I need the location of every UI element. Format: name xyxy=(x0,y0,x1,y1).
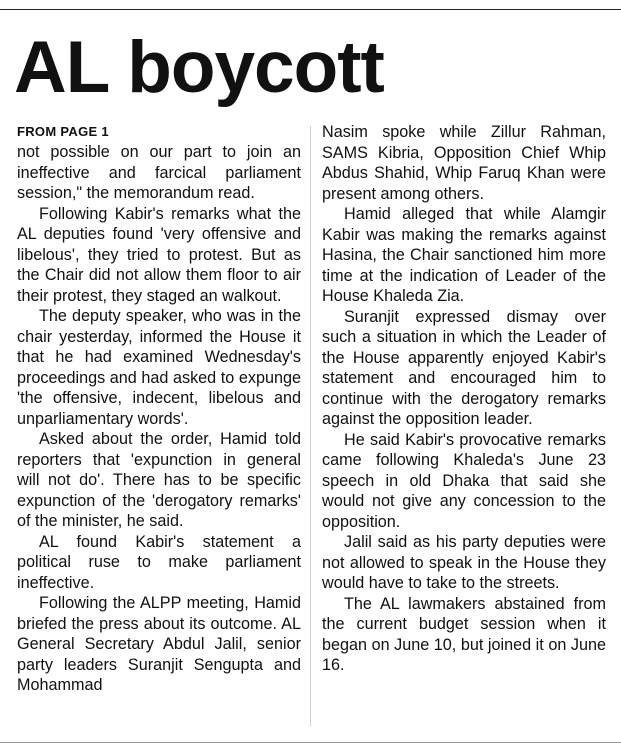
article-column-right xyxy=(322,122,606,676)
clip-bottom-edge xyxy=(0,742,621,743)
jump-label: FROM PAGE 1 xyxy=(17,124,109,139)
paragraph: The deputy speaker, who was in the chair yesterday, informed the House it that he had examined Wednesday's proceedings and had asked to expunge 'the offensive, indecent, libelous and unparliamentary words'. xyxy=(17,307,301,428)
paragraph: Following Kabir's remarks what the AL deputies found 'very offensive and libelous', they tried to protest. But as the Chair did not allow them floor to air their protest, they staged an walkout. xyxy=(17,204,301,305)
paragraph: Suranjit expressed dismay over such a situation in which the Leader of the House apparently enjoyed Kabir's statement and encouraged him to continue with the derogatory remarks against the opposition leader. xyxy=(322,307,606,428)
paragraph: not possible on our part to join an ineffective and farcical parliament session," the memorandum read. xyxy=(17,143,301,202)
paragraph: He said Kabir's provocative remarks came following Khaleda's June 23 speech in old Dhaka that said she would not give any concession to the opposition. xyxy=(322,430,606,531)
paragraph: Following the ALPP meeting, Hamid briefed the press about its outcome. AL General Secretary Abdul Jalil, senior party leaders Suranjit Sengupta and Mohammad xyxy=(17,594,301,694)
paragraph: The AL lawmakers abstained from the current budget session when it began on June 10, but joined it on June 16. xyxy=(322,594,606,674)
paragraph: Hamid alleged that while Alamgir Kabir was making the remarks against Hasina, the Chair sanctioned him more time at the indication of Leader of the House Khaleda Zia. xyxy=(322,205,606,305)
paragraph: Nasim spoke while Zillur Rahman, SAMS Kibria, Opposition Chief Whip Abdus Shahid, Whip Faruq Khan were present among others. xyxy=(322,123,606,203)
paragraph: Asked about the order, Hamid told reporters that 'expunction in general will not do'. There has to be specific expunction of the 'derogatory remarks' of the minister, he said. xyxy=(17,430,301,530)
paragraph: AL found Kabir's statement a political ruse to make parliament ineffective. xyxy=(17,532,301,592)
article-column-left xyxy=(17,122,301,696)
headline: AL boycott xyxy=(14,27,384,108)
paragraph: Jalil said as his party deputies were not allowed to speak in the House they would have to take to the streets. xyxy=(322,533,606,592)
column-divider xyxy=(310,126,311,726)
clipped-previous-article-edge xyxy=(0,0,621,10)
